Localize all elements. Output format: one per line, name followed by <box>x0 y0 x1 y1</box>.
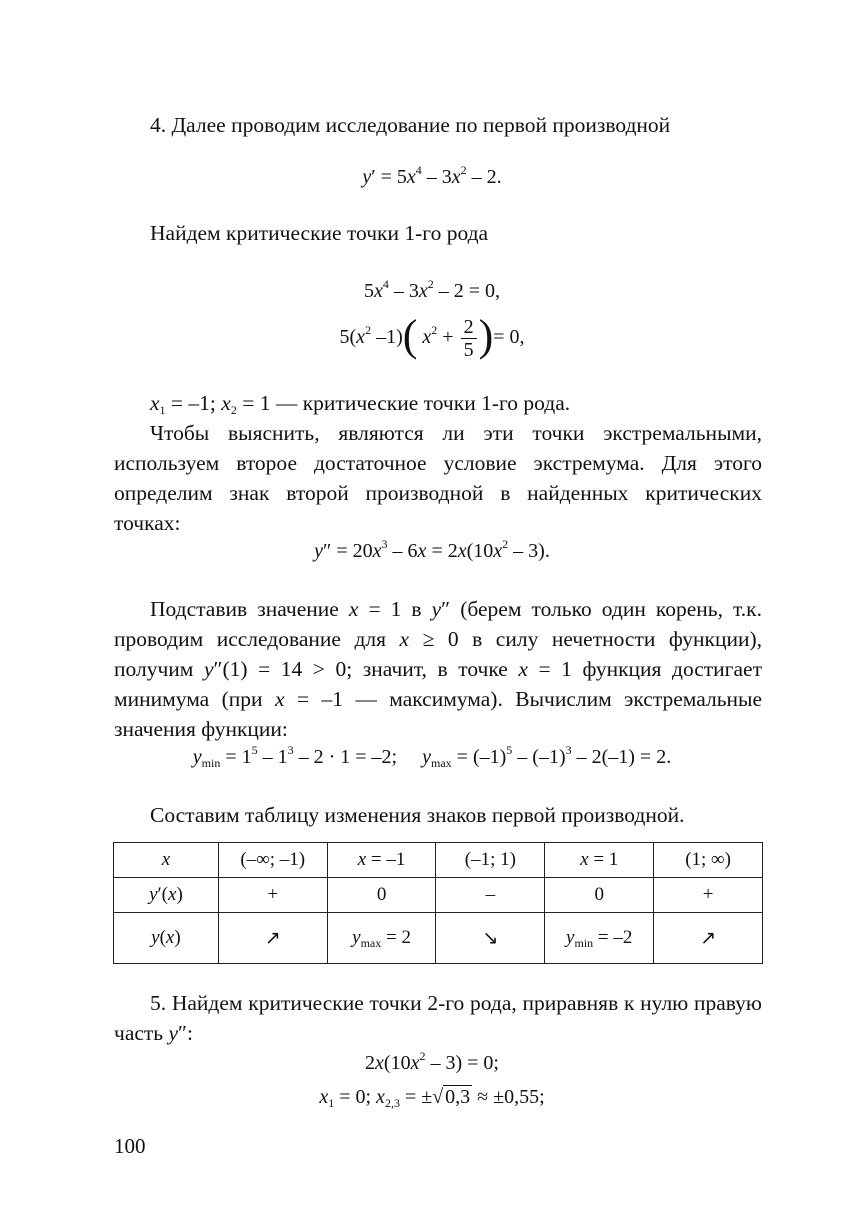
table-cell: + <box>654 878 763 913</box>
paragraph-second-kind: 5. Найдем критические точки 2-го рода, приравняв к нулю правую часть y″: <box>114 991 762 1045</box>
paragraph-second-condition: Чтобы выяснить, являются ли эти точки экстремальными, используем второе достаточное условие экстремума. Для этого определим знак второй производной в найденных критических точках: <box>114 421 762 535</box>
table-cell: y(x) <box>114 913 219 964</box>
table-cell: $y_{min} = -2$ <box>545 913 654 964</box>
text-segment: (берем только один корень, т.к. проводим исследование для <box>114 597 762 651</box>
table-cell: x = –1 <box>327 843 436 878</box>
table-cell: (1; ∞) <box>654 843 763 878</box>
table-cell: $y_{max} = 2$ <box>327 913 436 964</box>
equation-first-derivative: $y' = 5x^4 - 3x^2 - 2$. <box>362 163 502 188</box>
table-cell: (–∞; –1) <box>218 843 327 878</box>
table-cell <box>436 913 545 964</box>
table-cell: + <box>218 878 327 913</box>
table-cell: (–1; 1) <box>436 843 545 878</box>
text-segment: ; значит, в точке <box>346 657 519 681</box>
sign-table <box>113 842 763 964</box>
paragraph-critical-points: Найдем критические точки 1-го рода <box>150 221 489 245</box>
equation-extremal-values: $y_{min} = 1^5 - 1^3 - 2 \cdot 1 = -2$; $y_{max} = (-1)^5 - (-1)^3 - 2(-1) = 2$. <box>192 743 672 770</box>
table-cell: 0 <box>545 878 654 913</box>
paragraph-table-intro: Составим таблицу изменения знаков первой производной. <box>150 803 685 827</box>
paragraph-roots: $x_1 = -1$; $x_2 = 1$ — критические точки 1-го рода. <box>150 391 571 417</box>
table-cell <box>654 913 763 964</box>
text-segment: — максимума). Вычислим экстремальные значения функции: <box>114 687 762 741</box>
table-row <box>114 913 763 964</box>
table-cell <box>218 913 327 964</box>
arrow-up-icon: ↗ <box>264 926 281 949</box>
paragraph-substitution: Подставив значение x = 1 в y″ (берем только один корень, т.к. проводим исследование для x ≥ 0 в силу нечетности функции), получим y″(1) = 14 > 0; значит, в точке x = 1 функция достигает минимума (при x = –1 — максимума). Вычислим экстремальные значения функции: <box>114 597 762 741</box>
table-cell: x <box>114 843 219 878</box>
equation-second-kind-2: $x_1 = 0$; $x_{2,3}$ = ±√ 0,3 ≈ ±0,55; <box>319 1086 545 1110</box>
page-number: 100 <box>114 1134 146 1158</box>
equation-second-kind-1: $2x(10x^2 - 3) = 0$; <box>365 1049 499 1074</box>
equation-critical-1: $5x^4 - 3x^2 - 2 = 0$, <box>363 277 501 302</box>
paragraph-intro: 4. Далее проводим исследование по первой производной <box>150 113 671 137</box>
text-segment: 5. Найдем критические точки 2-го рода, приравняв к нулю правую часть <box>114 991 762 1045</box>
arrow-up-icon: ↗ <box>700 926 717 949</box>
table-row <box>114 843 763 878</box>
arrow-down-icon: ↘ <box>482 926 499 949</box>
text-segment: в силу нечетности функции), получим <box>114 627 762 681</box>
table-row <box>114 878 763 913</box>
equation-second-derivative: $y'' = 20x^3 - 6x = 2x(10x^2 - 3)$. <box>314 537 550 562</box>
text-segment: Подставив значение <box>150 597 349 621</box>
text-segment: функция достигает минимума (при <box>114 657 762 711</box>
table-cell: 0 <box>327 878 436 913</box>
table-cell: x = 1 <box>545 843 654 878</box>
table-cell: – <box>436 878 545 913</box>
roots-text: — критические точки 1-го рода. <box>270 391 571 415</box>
equation-critical-2: $5(x^2$ –1)( $x^2$ + $\frac{2}{5}$ )= 0, <box>339 311 525 361</box>
table-cell: y′(x) <box>114 878 219 913</box>
